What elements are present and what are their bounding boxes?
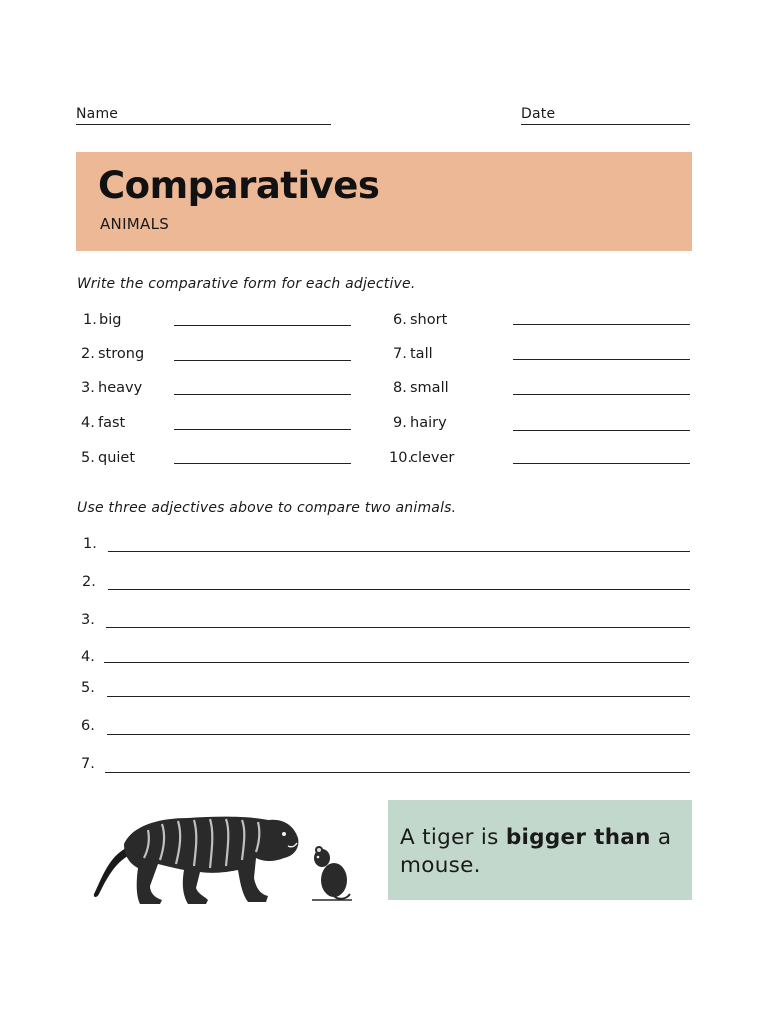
- page-title: Comparatives: [98, 164, 380, 207]
- tiger-illustration: [88, 808, 308, 908]
- sentence-line[interactable]: [105, 772, 690, 773]
- adjective-word: quiet: [98, 450, 136, 466]
- list-item-number: 2.: [81, 346, 95, 362]
- answer-line[interactable]: [513, 430, 690, 431]
- section1-instruction: Write the comparative form for each adjective.: [77, 276, 416, 292]
- adjective-word: fast: [98, 415, 126, 431]
- date-label: Date: [521, 106, 556, 122]
- adjective-word: heavy: [98, 380, 143, 396]
- sentence-number: 2.: [82, 574, 96, 590]
- example-text-bold: bigger than: [505, 825, 651, 850]
- date-field-line[interactable]: [521, 124, 690, 125]
- sentence-number: 6.: [81, 718, 95, 734]
- list-item-number: 4.: [81, 415, 95, 431]
- answer-line[interactable]: [513, 359, 690, 360]
- sentence-number: 5.: [81, 680, 95, 696]
- sentence-number: 3.: [81, 612, 95, 628]
- example-text-before: A tiger is: [400, 825, 506, 850]
- example-text-after: a mouse.: [400, 825, 672, 878]
- list-item-number: 5.: [81, 450, 95, 466]
- sentence-line[interactable]: [107, 696, 690, 697]
- adjective-word: big: [99, 312, 122, 328]
- list-item-number: 10.: [389, 450, 413, 466]
- sentence-number: 1.: [83, 536, 97, 552]
- adjective-word: strong: [98, 346, 145, 362]
- answer-line[interactable]: [174, 360, 351, 361]
- page-subtitle: ANIMALS: [100, 215, 170, 233]
- list-item-number: 3.: [81, 380, 95, 396]
- adjective-word: hairy: [410, 415, 447, 431]
- answer-line[interactable]: [513, 324, 690, 325]
- adjective-word: small: [410, 380, 449, 396]
- adjective-word: clever: [410, 450, 455, 466]
- sentence-number: 7.: [81, 756, 95, 772]
- answer-line[interactable]: [174, 463, 351, 464]
- title-banner: [76, 152, 692, 251]
- sentence-line[interactable]: [107, 734, 690, 735]
- list-item-number: 1.: [83, 312, 97, 328]
- example-callout: [388, 800, 692, 900]
- list-item-number: 8.: [393, 380, 407, 396]
- list-item-number: 9.: [393, 415, 407, 431]
- adjective-word: tall: [410, 346, 433, 362]
- name-field-line[interactable]: [76, 124, 331, 125]
- sentence-line[interactable]: [104, 662, 689, 663]
- list-item-number: 6.: [393, 312, 407, 328]
- sentence-number: 4.: [81, 649, 95, 665]
- section2-instruction: Use three adjectives above to compare two animals.: [77, 500, 457, 516]
- sentence-line[interactable]: [106, 627, 690, 628]
- answer-line[interactable]: [513, 394, 690, 395]
- answer-line[interactable]: [174, 429, 351, 430]
- list-item-number: 7.: [393, 346, 407, 362]
- adjective-word: short: [410, 312, 448, 328]
- answer-line[interactable]: [174, 325, 351, 326]
- mouse-illustration: [308, 844, 354, 902]
- answer-line[interactable]: [174, 394, 351, 395]
- sentence-line[interactable]: [108, 589, 690, 590]
- name-label: Name: [76, 106, 119, 122]
- answer-line[interactable]: [513, 463, 690, 464]
- sentence-line[interactable]: [108, 551, 690, 552]
- example-sentence: [400, 824, 680, 880]
